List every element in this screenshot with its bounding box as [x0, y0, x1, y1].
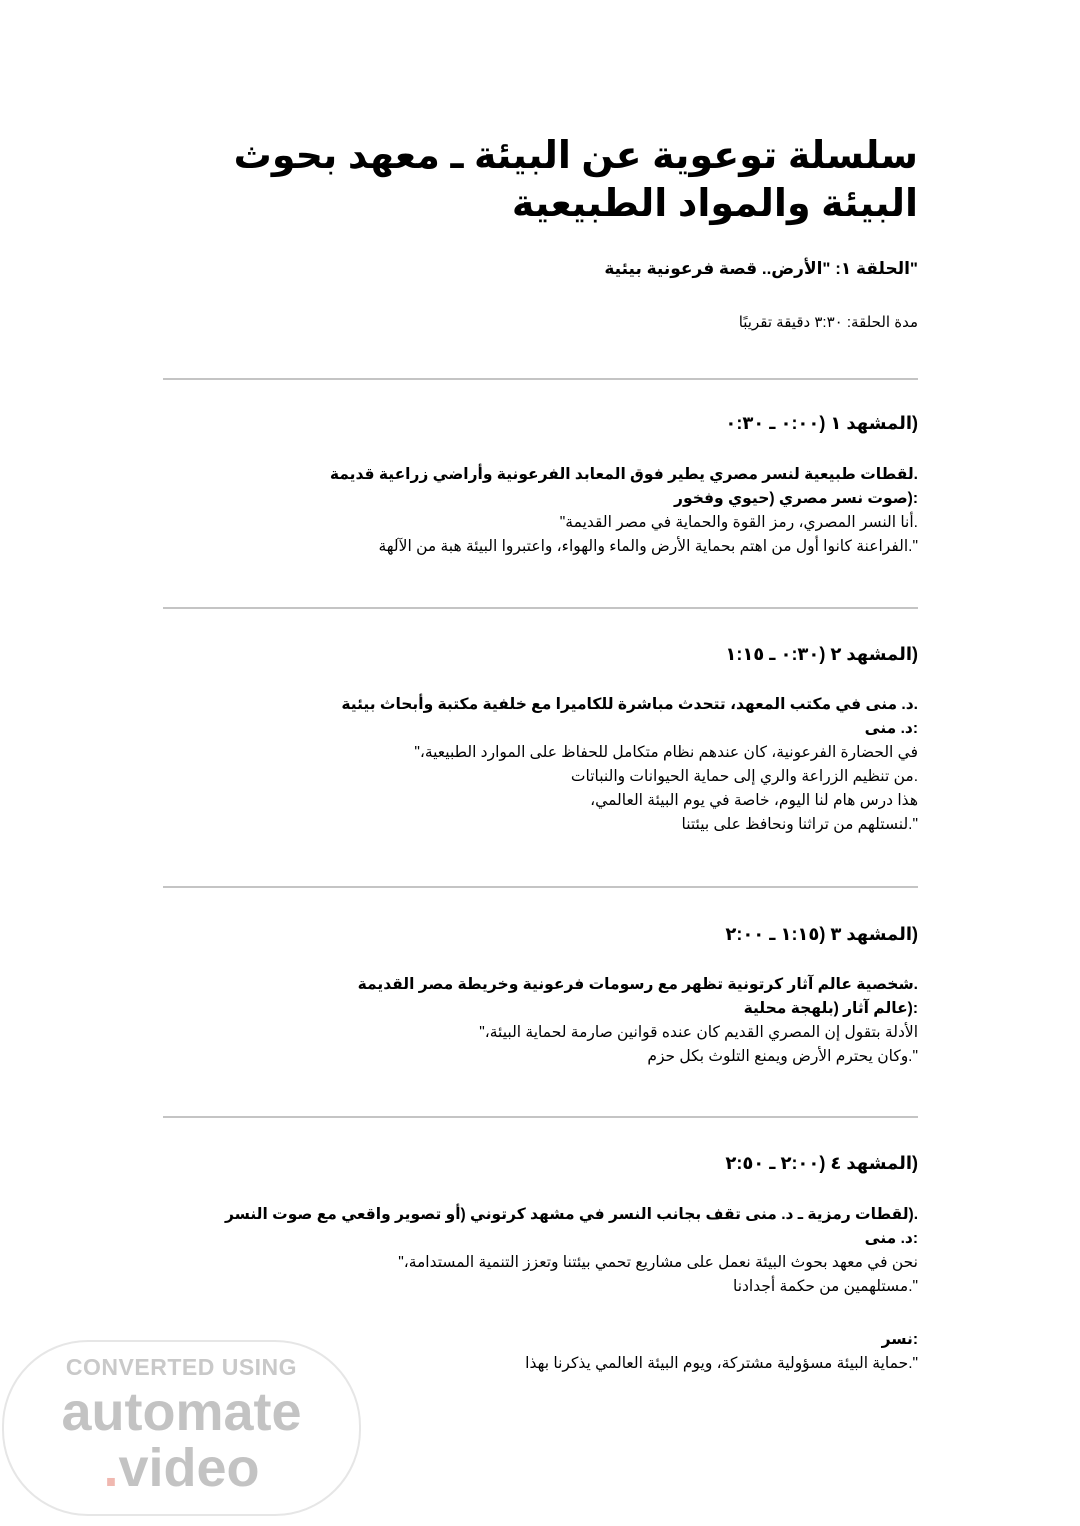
- document-page: [163, 0, 918, 1526]
- scene-2-line: ".لنستلهم من تراثنا ونحافظ على بيئتنا: [681, 816, 918, 833]
- scene-4-heading: (المشهد ٤ (٢:٠٠ ـ ٢:٥٠: [725, 1153, 918, 1173]
- scene-1-line: ".الفراعنة كانوا أول من اهتم بحماية الأرض والماء والهواء، واعتبروا البيئة هبة من الآلهة: [378, 538, 918, 555]
- scene-2-line: .من تنظيم الزراعة والري إلى حماية الحيوانات والنباتات: [570, 768, 918, 785]
- scene-1-description: .لقطات طبيعية لنسر مصري يطير فوق المعابد الفرعونية وأراضي زراعية قديمة: [329, 466, 918, 483]
- scene-3-body: [163, 973, 918, 1069]
- watermark-caption: CONVERTED USING: [65, 1354, 298, 1380]
- scene-1-line: .أنا النسر المصري، رمز القوة والحماية في مصر القديمة": [559, 514, 918, 531]
- scene-2-speaker: :د. منى: [864, 720, 918, 737]
- scene-4-line: نحن في معهد بحوث البيئة نعمل على مشاريع تحمي بيئتنا وتعزز التنمية المستدامة،": [398, 1254, 918, 1271]
- scene-1-heading: (المشهد ١ (٠:٠٠ ـ ٠:٣٠: [725, 413, 918, 433]
- scene-3-description: .شخصية عالم آثار كرتونية تظهر مع رسومات فرعونية وخريطة مصر القديمة: [357, 976, 918, 993]
- scene-2-heading: (المشهد ٢ (٠:٣٠ ـ ١:١٥: [725, 644, 918, 664]
- scene-3-heading: (المشهد ٣ (١:١٥ ـ ٢:٠٠: [725, 924, 918, 944]
- episode-title: "الحلقة ١: "الأرض.. قصة فرعونية بيئية: [604, 259, 918, 278]
- section-divider: [163, 886, 918, 888]
- section-divider: [163, 1116, 918, 1118]
- scene-3-speaker: :(عالم آثار (بلهجة محلية: [743, 1000, 918, 1017]
- watermark-brand-suffix: [4, 1438, 359, 1498]
- scene-3-line: ".وكان يحترم الأرض ويمنع التلوث بكل حزم: [647, 1048, 918, 1065]
- document-title: سلسلة توعوية عن البيئة ـ معهد بحوث البيئة والمواد الطبيعية: [233, 135, 918, 225]
- episode-duration: مدة الحلقة: ٣:٣٠ دقيقة تقريبًا: [738, 314, 918, 331]
- scene-2-line: هذا درس هام لنا اليوم، خاصة في يوم البيئة العالمي،: [590, 792, 918, 809]
- scene-4-line: ".مستلهمين من حكمة أجدادنا: [732, 1278, 918, 1295]
- watermark-brand: automate: [61, 1382, 302, 1442]
- section-divider: [163, 378, 918, 380]
- scene-2-body: [163, 693, 918, 837]
- section-divider: [163, 607, 918, 609]
- scene-2-line: في الحضارة الفرعونية، كان عندهم نظام متكامل للحفاظ على الموارد الطبيعية،": [414, 744, 918, 761]
- scene-1-body: [163, 463, 918, 559]
- watermark-video: video: [118, 1438, 260, 1498]
- scene-4-speaker: :د. منى: [864, 1230, 918, 1247]
- scene-4-description: .(لقطات رمزية ـ د. منى تقف بجانب النسر في مشهد كرتوني (أو تصوير واقعي مع صوت النسر: [224, 1206, 918, 1223]
- scene-4-body: [163, 1203, 918, 1299]
- watermark-dot: .: [103, 1438, 119, 1498]
- scene-3-line: الأدلة بتقول إن المصري القديم كان عنده قوانين صارمة لحماية البيئة،": [479, 1024, 918, 1041]
- scene-4-speaker-eagle: :نسر: [881, 1331, 918, 1348]
- scene-1-speaker: :(صوت نسر مصري (حيوي وفخور: [674, 490, 918, 507]
- scene-4-line: ".حماية البيئة مسؤولية مشتركة، ويوم البيئة العالمي يذكرنا بهذا: [525, 1355, 918, 1372]
- scene-2-description: .د. منى في مكتب المعهد، تتحدث مباشرة للكاميرا مع خلفية مكتبة وأبحاث بيئية: [341, 696, 918, 713]
- watermark-badge: [2, 1340, 361, 1516]
